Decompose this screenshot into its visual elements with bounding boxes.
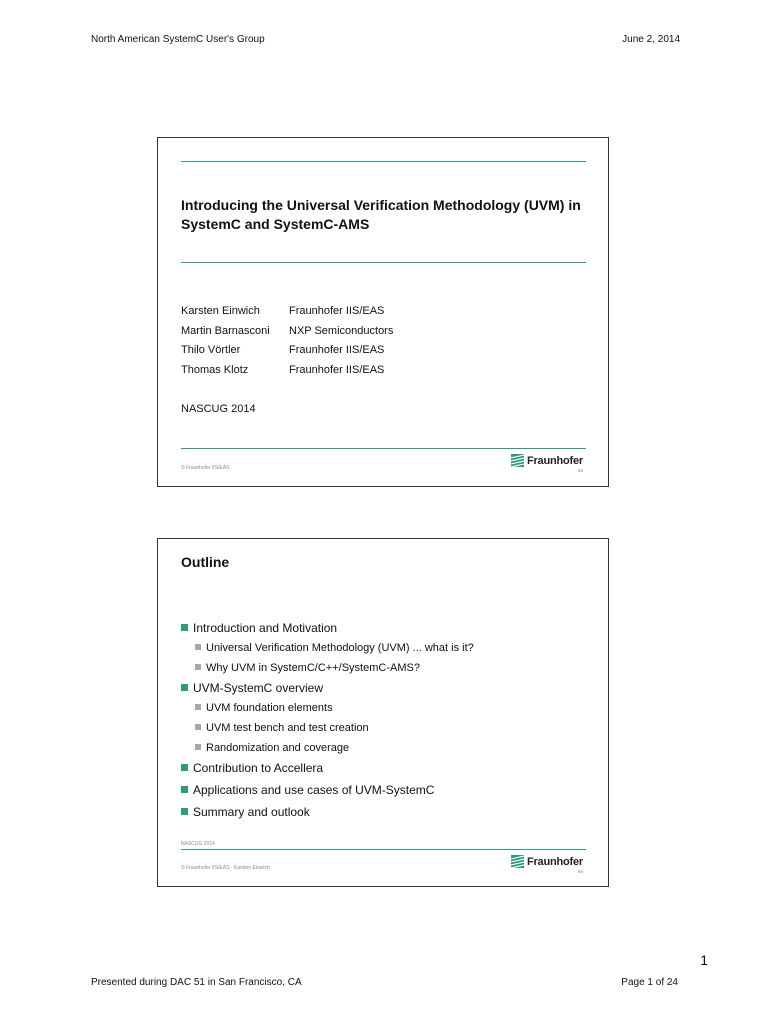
author-affiliation: Fraunhofer IIS/EAS <box>289 363 385 376</box>
conference-name: NASCUG 2014 <box>181 403 256 415</box>
list-item: UVM test bench and test creation <box>181 721 474 735</box>
author-affiliation: Fraunhofer IIS/EAS <box>289 344 385 356</box>
outline-list <box>181 621 474 819</box>
list-item: Contribution to Accellera <box>181 761 474 775</box>
author-affiliation: Fraunhofer IIS/EAS <box>289 305 385 317</box>
list-item: Why UVM in SystemC/C++/SystemC-AMS? <box>181 661 474 675</box>
author-list <box>181 305 393 383</box>
divider <box>181 161 586 162</box>
logo-text: Fraunhofer <box>526 855 583 868</box>
author-name: Martin Barnasconi <box>181 324 270 337</box>
bullet-icon <box>181 808 188 815</box>
page-footer-left: Presented during DAC 51 in San Francisco, CA <box>91 977 302 988</box>
author-name: Thomas Klotz <box>181 363 249 376</box>
list-item: Universal Verification Methodology (UVM) ... what is it? <box>181 641 474 655</box>
slide-title <box>157 137 609 487</box>
bullet-icon <box>181 684 188 691</box>
divider <box>181 262 586 263</box>
bullet-icon <box>181 764 188 771</box>
divider <box>181 849 586 850</box>
bullet-icon <box>195 644 201 650</box>
list-item: Applications and use cases of UVM-SystemC <box>181 783 474 797</box>
list-item: Summary and outlook <box>181 805 474 819</box>
fraunhofer-logo <box>511 855 583 874</box>
bullet-icon <box>181 624 188 631</box>
divider <box>181 448 586 449</box>
fraunhofer-logo-icon <box>511 454 524 467</box>
slide-outline <box>157 538 609 887</box>
bullet-icon <box>181 786 188 793</box>
author-row <box>181 325 393 345</box>
logo-text: Fraunhofer <box>526 454 583 467</box>
slide-title-heading: Introducing the Universal Verification Methodology (UVM) in SystemC and SystemC-AMS <box>181 197 581 232</box>
author-name: Thilo Vörtler <box>181 344 241 356</box>
list-item: UVM foundation elements <box>181 701 474 715</box>
fraunhofer-logo-icon <box>511 855 524 868</box>
author-row <box>181 364 393 384</box>
list-item: UVM-SystemC overview <box>181 681 474 695</box>
author-affiliation: NXP Semiconductors <box>289 324 394 337</box>
copyright-text: © Fraunhofer IIS/EAS · Karsten Einwich <box>181 865 270 871</box>
page-footer-right: Page 1 of 24 <box>621 977 678 988</box>
bullet-icon <box>195 664 201 670</box>
bullet-icon <box>195 744 201 750</box>
logo-subtext: IIS <box>578 468 583 473</box>
bullet-icon <box>195 704 201 710</box>
author-row <box>181 344 393 364</box>
bullet-icon <box>195 724 201 730</box>
page-header-date: June 2, 2014 <box>622 34 680 45</box>
logo-subtext: IIS <box>578 869 583 874</box>
copyright-text: © Fraunhofer IIS/EAS <box>181 465 230 471</box>
list-item: Randomization and coverage <box>181 741 474 755</box>
author-name: Karsten Einwich <box>181 305 260 317</box>
fraunhofer-logo <box>511 454 583 473</box>
conference-small: NASCUG 2014 <box>181 841 215 847</box>
page-number: 1 <box>700 952 708 968</box>
slide-outline-heading: Outline <box>181 554 230 570</box>
list-item: Introduction and Motivation <box>181 621 474 635</box>
page-header-left: North American SystemC User's Group <box>91 34 265 45</box>
author-row <box>181 305 393 325</box>
